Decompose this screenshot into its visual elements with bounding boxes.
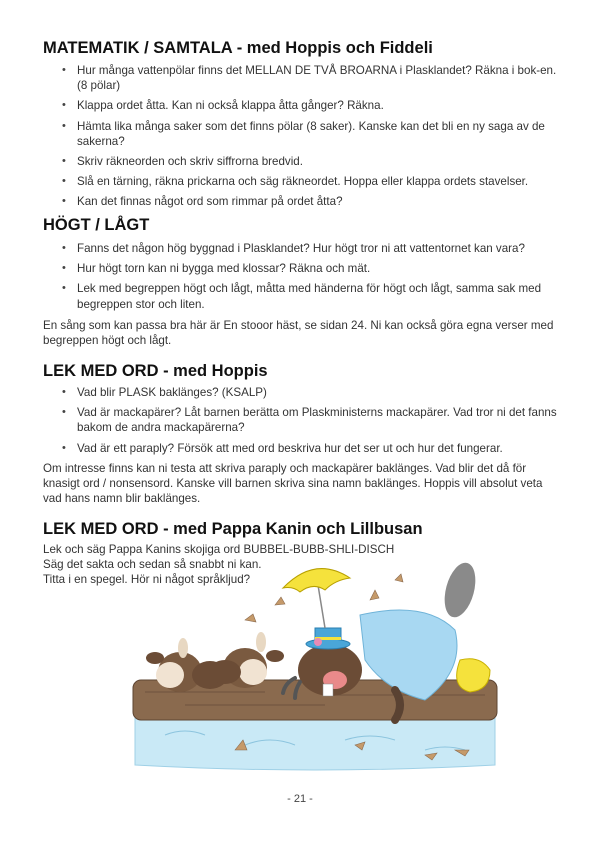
heading-lek-med-ord-pappa-kanin: LEK MED ORD - med Pappa Kanin och Lillbusan: [43, 520, 423, 538]
bullet-icon: •: [62, 242, 66, 254]
bullet-icon: •: [62, 262, 66, 275]
list-item: • Lek med begreppen högt och lågt, måtta med händerna för högt och lågt, samma sak med begreppen stor och liten.: [62, 282, 542, 311]
list-item: • Kan det finnas något ord som rimmar på ordet åtta?: [62, 195, 343, 209]
bullet-icon: •: [62, 64, 66, 76]
list-item: • Hämta lika många saker som det finns pölar (8 saker). Kanske kan det bli en ny saga av de sakerna?: [62, 119, 545, 148]
list-item: • Vad blir PLASK baklänges? (KSALP): [62, 386, 267, 399]
text-line: Lek och säg Pappa Kanins skojiga ord BUBBEL-BUBB-SHLI-DISCH: [43, 543, 395, 556]
list-item: • Vad är mackapärer? Låt barnen berätta om Plaskministerns mackapärer. Vad tror ni det fanns bakom de andra mackapärerna?: [62, 406, 557, 435]
bullet-list-matematik: [0, 63, 600, 215]
page-number: - 21 -: [287, 793, 313, 805]
list-item: • Hur högt torn kan ni bygga med klossar? Räkna och mät.: [62, 262, 371, 276]
text-line: Säg det sakta och sedan så snabbt ni kan.: [43, 558, 262, 572]
list-item: • Fanns det någon hög byggnad i Plasklandet? Hur högt tror ni att vattentornet kan vara?: [62, 242, 525, 255]
list-item: • Vad är ett paraply? Försök att med ord beskriva hur det ser ut och hur det fungerar.: [62, 441, 503, 455]
text-line: Titta i en spegel. Hör ni något språkljud?: [43, 573, 251, 587]
illustration-beaver-bunnies-log-icon: [125, 560, 505, 780]
bullet-icon: •: [62, 441, 66, 454]
bullet-icon: •: [62, 99, 66, 112]
list-item: • Skriv räkneorden och skriv siffrorna bredvid.: [62, 155, 303, 169]
bullet-icon: •: [62, 406, 66, 419]
bullet-icon: •: [62, 175, 66, 188]
heading-hogt-lagt: HÖGT / LÅGT: [43, 216, 150, 234]
bullet-icon: •: [62, 386, 66, 398]
list-item: • Slå en tärning, räkna prickarna och säg räkneordet. Hoppa eller klappa ordets stavelser.: [62, 175, 529, 189]
heading-matematik-samtala: MATEMATIK / SAMTALA - med Hoppis och Fiddeli: [43, 39, 433, 57]
paragraph-lek-med-ord: Om intresse finns kan ni testa att skriva paraply och mackapärer baklänges. Vad blir det då för knasigt ord / nonsensord. Kanske vill barnen skriva sina namn baklänges. Hoppis vill absolut veta vad hans namn blir baklänges.: [43, 462, 543, 506]
bullet-list-hogt-lagt: [0, 241, 600, 317]
list-item: • Klappa ordet åtta. Kan ni också klappa åtta gånger? Räkna.: [62, 99, 384, 113]
list-item: • Hur många vattenpölar finns det MELLAN DE TVÅ BROARNA i Plasklandet? Räkna i bok-en. (8 pölar): [62, 64, 557, 93]
beaver-tail: [439, 560, 481, 621]
bullet-icon: •: [62, 119, 66, 132]
paragraph-hogt-lagt: En sång som kan passa bra här är En stooor häst, se sidan 24. Ni kan också göra egna verser med begreppen högt och lågt.: [43, 319, 554, 348]
bullet-icon: •: [62, 195, 66, 208]
bullet-icon: •: [62, 282, 66, 295]
bullet-list-lek-med-ord: [0, 385, 600, 461]
bullet-icon: •: [62, 155, 66, 168]
heading-lek-med-ord-hoppis: LEK MED ORD - med Hoppis: [43, 362, 268, 380]
umbrella: [283, 569, 350, 592]
